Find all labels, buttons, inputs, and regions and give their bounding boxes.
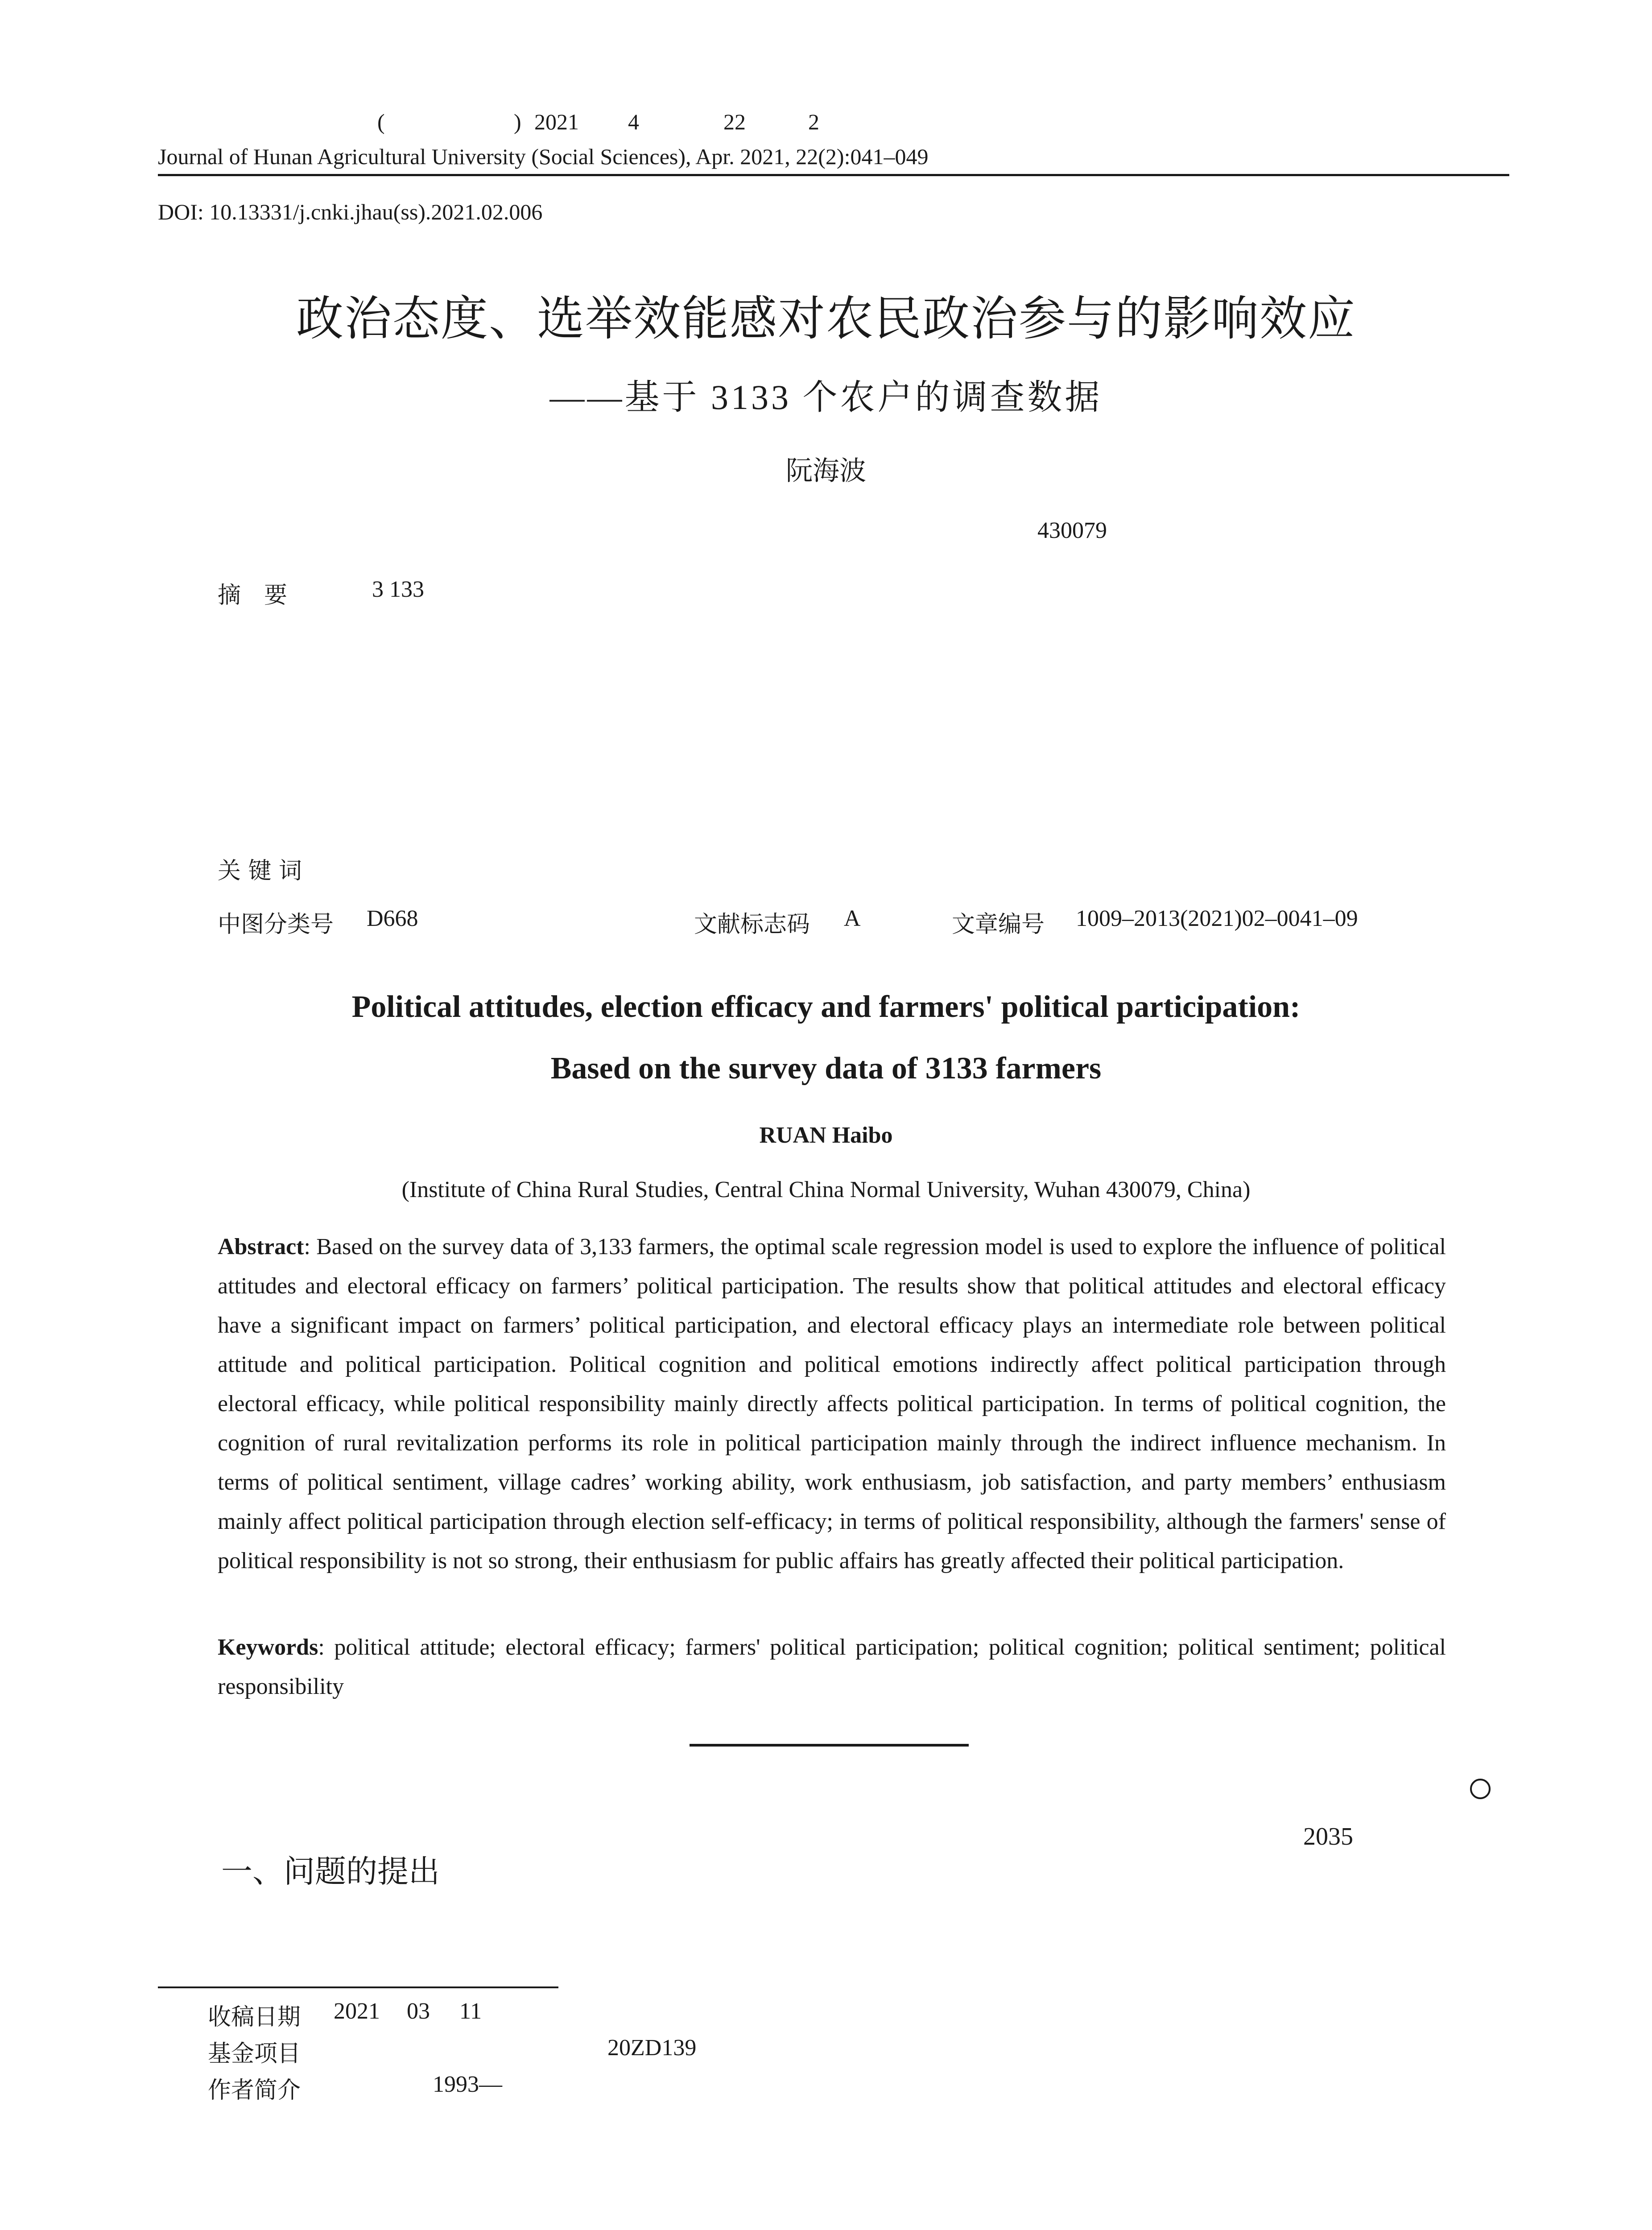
keywords-en-text: : political attitude; electoral efficacy; farmers' political participation; political cognition; political sentiment; political responsibility [218,1635,1446,1699]
abstract-cn-label: 摘 要 [218,582,288,609]
fund-label: 基金项目 [208,2040,301,2067]
circle-mark [1470,1779,1491,1799]
subtitle-cn: ——基于 3133 个农户的调查数据 [549,378,1103,417]
doc-code-value: A [844,906,861,931]
clc-value: D668 [367,906,418,931]
abstract-en [218,1227,1446,1581]
header-rule [158,174,1509,176]
article-no-label: 文章编号 [952,911,1045,938]
keywords-en-label: Keywords [218,1635,318,1660]
abstract-en-label: Abstract [218,1234,304,1260]
section-heading: 一、问题的提出 [221,1853,440,1890]
author-cn: 阮海波 [786,455,866,487]
abstract-cn-value: 3 133 [372,577,424,602]
doi: DOI: 10.13331/j.cnki.jhau(ss).2021.02.006 [158,199,543,224]
article-no-value: 1009–2013(2021)02–0041–09 [1076,906,1358,931]
body-year-2035: 2035 [1303,1823,1353,1850]
title-cn: 政治态度、选举效能感对农民政治参与的影响效应 [296,291,1356,346]
header-month: 4 [628,109,639,134]
journal-line: Journal of Hunan Agricultural University (Social Sciences), Apr. 2021, 22(2):041–049 [158,144,929,169]
header-paren-close: ) [514,109,521,134]
affiliation-en: (Institute of China Rural Studies, Central China Normal University, Wuhan 430079, China) [401,1177,1251,1202]
footnote-rule [158,1986,558,1988]
postcode: 430079 [1037,518,1107,543]
header-year: 2021 [534,109,579,134]
received-day: 11 [459,1999,482,2024]
header-volume: 22 [723,109,746,134]
fund-value: 20ZD139 [607,2035,697,2061]
author-en: RUAN Haibo [759,1123,893,1148]
bio-label: 作者简介 [208,2077,301,2104]
keywords-en [218,1628,1446,1706]
keywords-cn-label: 关 键 词 [218,858,302,884]
header-paren-open: ( [377,109,385,134]
received-month: 03 [407,1999,430,2024]
received-year: 2021 [334,1999,380,2024]
received-label: 收稿日期 [208,2004,301,2031]
title-en-line1: Political attitudes, election efficacy and farmers' political participation: [351,990,1301,1024]
doc-code-label: 文献标志码 [694,911,810,938]
abstract-en-text: : Based on the survey data of 3,133 farmers, the optimal scale regression model is used to explore the influence of political attitudes and electoral efficacy on farmers’ political participation. The results show that political attitudes and electoral efficacy have a significant impact on farmers’ political participation, and electoral efficacy plays an intermediate role between political attitude and political participation. Political cognition and political emotions indirectly affect political participation through electoral efficacy, while political responsibility mainly directly affects political participation. In terms of political cognition, the cognition of rural revitalization performs its role in political participation mainly through the indirect influence mechanism. In terms of political sentiment, village cadres’ working ability, work enthusiasm, job satisfaction, and party members’ enthusiasm mainly affect political participation through election self-efficacy; in terms of political responsibility, although the farmers' sense of political responsibility is not so strong, their enthusiasm for public affairs has greatly affected their political participation. [218,1234,1446,1573]
header-issue: 2 [808,109,819,134]
clc-label: 中图分类号 [218,911,334,938]
title-en-line2: Based on the survey data of 3133 farmers [550,1051,1102,1086]
section-divider [690,1744,969,1747]
bio-value: 1993— [433,2072,502,2097]
